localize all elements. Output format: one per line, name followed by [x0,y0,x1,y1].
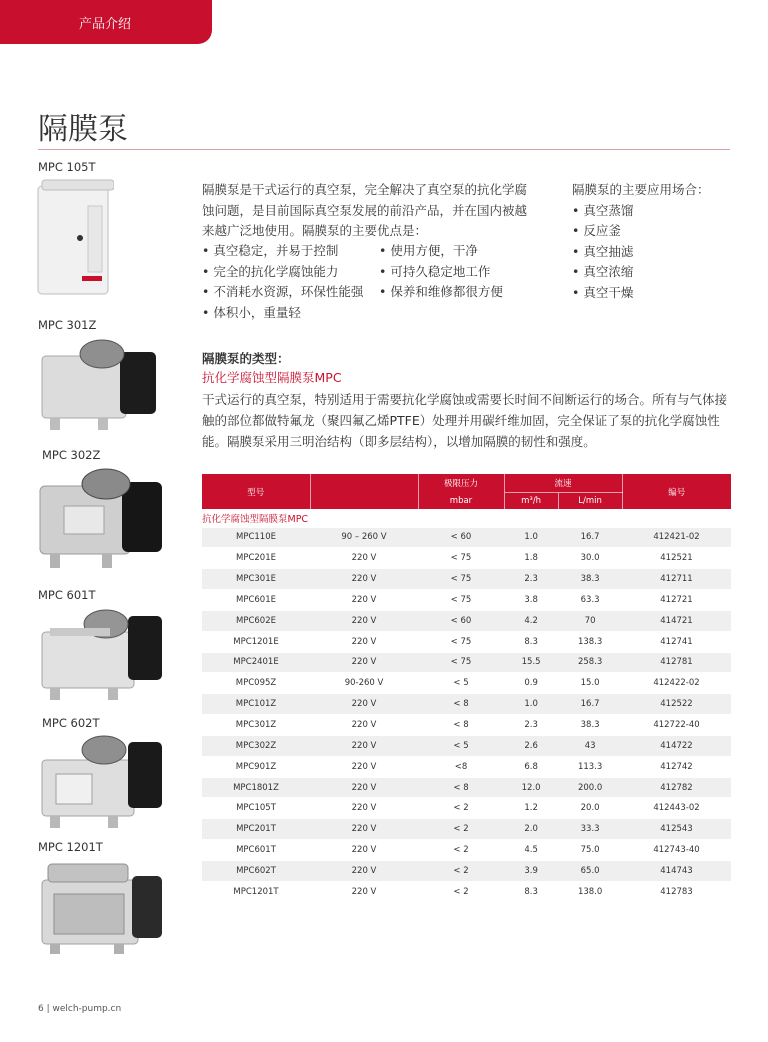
cell-pressure: < 2 [418,798,504,819]
spec-table [202,474,731,903]
applications-list [572,180,710,303]
cell-code: 412422-02 [622,673,731,694]
table-row [202,590,731,611]
cell-model: MPC1801Z [202,777,310,798]
cell-flow-m3: 2.3 [504,715,558,736]
product-label: MPC 301Z [38,318,97,332]
header-model: 型号 [202,474,310,509]
cell-model: MPC201E [202,548,310,569]
cell-pressure: < 2 [418,819,504,840]
advantage-item: • 不消耗水资源，环保性能强 [202,284,364,299]
table-row [202,548,731,569]
cell-model: MPC301Z [202,715,310,736]
cell-pressure: < 75 [418,652,504,673]
pump-image [36,602,166,702]
types-heading: 隔膜泵的类型： [202,351,290,366]
advantage-item: • 体积小，重量轻 [202,304,301,320]
header-pressure: 极限压力 [418,474,504,492]
intro-paragraph [202,180,552,242]
cell-flow-m3: 1.8 [504,548,558,569]
cell-code: 412743-40 [622,840,731,861]
table-row [202,569,731,590]
cell-pressure: < 60 [418,610,504,631]
product-label: MPC 105T [38,160,96,174]
cell-code: 412543 [622,819,731,840]
cell-pressure: < 75 [418,569,504,590]
cell-voltage: 220 V [310,631,418,652]
cell-flow-m3: 6.8 [504,756,558,777]
product-label: MPC 302Z [42,448,101,462]
types-subheading: 抗化学腐蚀型隔膜泵MPC [202,370,342,385]
cell-flow-m3: 3.9 [504,861,558,882]
cell-flow-lmin: 30.0 [558,548,622,569]
header-pressure-unit: mbar [418,492,504,509]
cell-pressure: < 2 [418,881,504,902]
table-row [202,798,731,819]
cell-voltage: 220 V [310,652,418,673]
title-divider [38,149,730,150]
cell-code: 412522 [622,694,731,715]
table-row [202,694,731,715]
cell-voltage: 220 V [310,798,418,819]
cell-code: 412421-02 [622,527,731,548]
intro-line: 来越广泛地使用。隔膜泵的主要优点是： [202,223,428,238]
cell-model: MPC095Z [202,673,310,694]
header-code: 编号 [622,474,731,509]
pump-image [36,730,166,830]
cell-model: MPC602E [202,610,310,631]
cell-code: 412721 [622,590,731,611]
cell-voltage: 220 V [310,840,418,861]
header-flow-lmin: L/min [558,492,622,509]
page-footer: 6 | welch-pump.cn [38,1004,122,1014]
pump-image [36,856,166,956]
types-description: 干式运行的真空泵，特别适用于需要抗化学腐蚀或需要长时间不间断运行的场合。所有与气体接触的部位都做特氟龙（聚四氟乙烯PTFE）处理并用碳纤维加固，完全保证了泵的抗化学腐蚀性能。隔膜泵采用三明治结构（即多层结构），以增加隔膜的韧性和强度。 [202,392,728,449]
cell-model: MPC301E [202,569,310,590]
cell-flow-lmin: 63.3 [558,590,622,611]
cell-voltage: 220 V [310,590,418,611]
advantage-item: • 可持久稳定地工作 [379,263,491,279]
cell-flow-lmin: 16.7 [558,527,622,548]
cell-flow-lmin: 38.3 [558,715,622,736]
cell-code: 412443-02 [622,798,731,819]
cell-model: MPC1201T [202,881,310,902]
cell-flow-lmin: 33.3 [558,819,622,840]
table-row [202,673,731,694]
table-row [202,756,731,777]
cell-voltage: 220 V [310,777,418,798]
cell-voltage: 220 V [310,819,418,840]
cell-code: 412781 [622,652,731,673]
cell-flow-m3: 4.2 [504,610,558,631]
header-flow-m3: m³/h [504,492,558,509]
header-flow: 流速 [504,474,622,492]
cell-pressure: < 2 [418,861,504,882]
cell-pressure: < 8 [418,715,504,736]
cell-flow-m3: 2.6 [504,735,558,756]
cell-flow-lmin: 43 [558,735,622,756]
cell-code: 412783 [622,881,731,902]
cell-flow-m3: 1.0 [504,694,558,715]
application-item: • 真空浓缩 [572,264,634,279]
cell-flow-lmin: 113.3 [558,756,622,777]
table-row [202,631,731,652]
cell-model: MPC1201E [202,631,310,652]
table-row [202,652,731,673]
cell-model: MPC101Z [202,694,310,715]
cell-code: 412742 [622,756,731,777]
intro-line: 蚀问题，是目前国际真空泵发展的前沿产品，并在国内被越 [202,202,528,218]
cell-model: MPC901Z [202,756,310,777]
applications-title: 隔膜泵的主要应用场合： [572,182,710,197]
section-header-tab [0,0,212,44]
application-item: • 真空抽滤 [572,243,634,259]
cell-pressure: < 5 [418,673,504,694]
advantages-list [379,241,503,303]
application-item: • 真空蒸馏 [572,202,634,218]
cell-code: 412521 [622,548,731,569]
cell-flow-lmin: 70 [558,610,622,631]
section-label: 产品介绍 [79,17,132,32]
cell-flow-m3: 1.2 [504,798,558,819]
cell-flow-m3: 2.0 [504,819,558,840]
cell-model: MPC601E [202,590,310,611]
cell-pressure: < 8 [418,694,504,715]
cell-pressure: < 75 [418,631,504,652]
cell-voltage: 220 V [310,715,418,736]
header-voltage [310,474,418,509]
cell-voltage: 220 V [310,881,418,902]
advantage-item: • 使用方便，干净 [379,243,478,258]
cell-flow-m3: 2.3 [504,569,558,590]
intro-line: 隔膜泵是干式运行的真空泵，完全解决了真空泵的抗化学腐 [202,182,528,197]
cell-flow-m3: 0.9 [504,673,558,694]
cell-code: 412741 [622,631,731,652]
pump-image [36,462,166,572]
cell-pressure: < 75 [418,590,504,611]
cell-voltage: 220 V [310,569,418,590]
cell-flow-lmin: 15.0 [558,673,622,694]
cell-pressure: < 5 [418,735,504,756]
product-label: MPC 602T [42,716,100,730]
table-row [202,735,731,756]
advantages-list [202,241,363,323]
cell-flow-lmin: 65.0 [558,861,622,882]
table-row [202,881,731,902]
cell-flow-lmin: 138.3 [558,631,622,652]
cell-pressure: < 75 [418,548,504,569]
cell-flow-lmin: 38.3 [558,569,622,590]
cell-voltage: 220 V [310,756,418,777]
cell-code: 414743 [622,861,731,882]
cell-flow-m3: 1.0 [504,527,558,548]
table-row [202,527,731,548]
table-row [202,777,731,798]
product-label: MPC 1201T [38,840,103,854]
cell-flow-lmin: 16.7 [558,694,622,715]
cell-voltage: 90 – 260 V [310,527,418,548]
cell-code: 414721 [622,610,731,631]
cell-pressure: < 60 [418,527,504,548]
advantage-item: • 完全的抗化学腐蚀能力 [202,263,339,279]
cell-voltage: 220 V [310,548,418,569]
cell-flow-m3: 3.8 [504,590,558,611]
table-row [202,610,731,631]
cell-model: MPC105T [202,798,310,819]
cell-voltage: 220 V [310,694,418,715]
cell-pressure: < 8 [418,777,504,798]
cell-flow-lmin: 138.0 [558,881,622,902]
cell-flow-lmin: 258.3 [558,652,622,673]
cell-voltage: 220 V [310,861,418,882]
cell-model: MPC302Z [202,735,310,756]
cell-model: MPC602T [202,861,310,882]
cell-flow-m3: 8.3 [504,631,558,652]
table-row [202,840,731,861]
product-label: MPC 601T [38,588,96,602]
cell-flow-lmin: 20.0 [558,798,622,819]
cell-flow-lmin: 75.0 [558,840,622,861]
cell-voltage: 90-260 V [310,673,418,694]
application-item: • 反应釜 [572,223,621,238]
cell-flow-lmin: 200.0 [558,777,622,798]
cell-pressure: < 2 [418,840,504,861]
application-item: • 真空干燥 [572,284,634,300]
table-row [202,715,731,736]
cell-code: 412711 [622,569,731,590]
cell-model: MPC2401E [202,652,310,673]
cell-code: 412722-40 [622,715,731,736]
cell-code: 412782 [622,777,731,798]
cell-flow-m3: 8.3 [504,881,558,902]
advantage-item: • 真空稳定，并易于控制 [202,243,339,258]
pump-image [36,334,162,434]
cell-flow-m3: 15.5 [504,652,558,673]
cell-code: 414722 [622,735,731,756]
advantage-item: • 保养和维修都很方便 [379,284,503,299]
cabinet-pump-image [36,176,114,298]
cell-model: MPC201T [202,819,310,840]
page-title: 隔膜泵 [38,112,128,147]
table-row [202,819,731,840]
table-group-label: 抗化学腐蚀型隔膜泵MPC [202,509,731,527]
cell-flow-m3: 4.5 [504,840,558,861]
cell-pressure: <8 [418,756,504,777]
cell-voltage: 220 V [310,735,418,756]
cell-flow-m3: 12.0 [504,777,558,798]
cell-model: MPC110E [202,527,310,548]
cell-model: MPC601T [202,840,310,861]
table-row [202,861,731,882]
cell-voltage: 220 V [310,610,418,631]
